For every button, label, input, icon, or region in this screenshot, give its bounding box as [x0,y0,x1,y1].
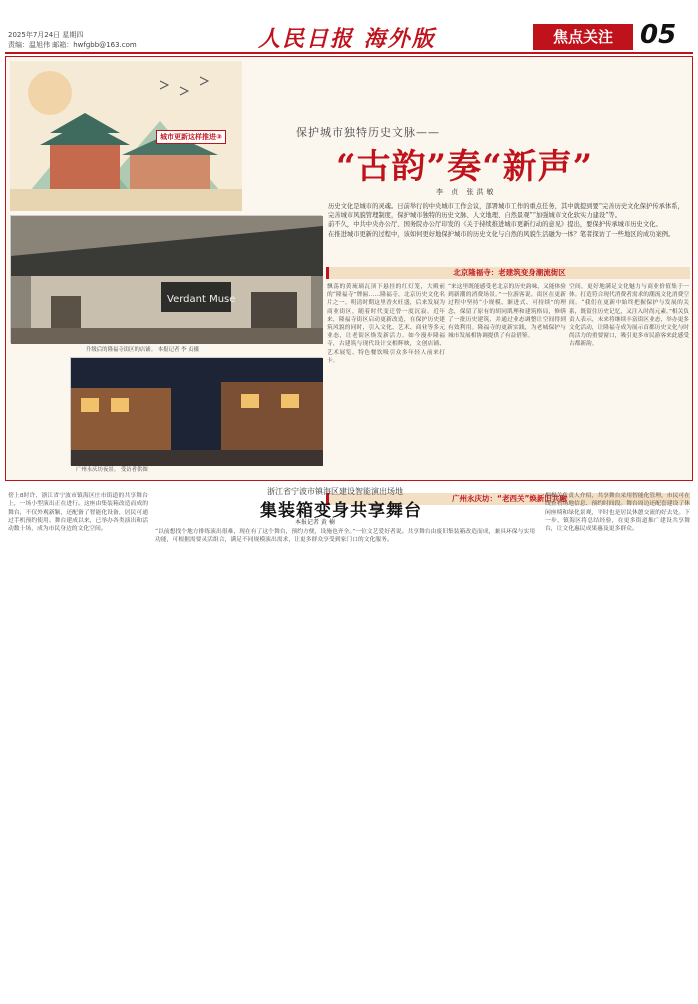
bottom-article [5,484,693,1004]
newspaper-logo: 人民日报 海外版 [258,26,436,52]
photo-yongqingfang-night [70,357,322,465]
night-street-photo-icon [71,358,323,466]
lead-text-2: 前不久，中共中央办公厅、国务院办公厅印发的《关于持续推进城市更新行动的意见》提出，要保护传承城市历史文化。 [328,221,662,229]
photo-longfu-temple [10,215,322,343]
lead-text-1: 历史文化是城市的灵魂。日前举行的中央城市工作会议，部署城市工作的重点任务，其中就提到要“完善历史文化保护传承体系，完善城市风貌管理制度，保护城市独特的历史文脉、人文地理、自然景观”“加强城市文化软实力建设”等。 [328,203,684,220]
page-number: 05 [640,20,677,50]
bottom-right-column: 据相关负责人介绍，共享舞台采用智能化管理，市民可在线查看场地信息、预约时间段。舞台周边还配套建设了休闲座椅和绿化景观，平时也是居民休憩交流的好去处。下一步，镇海区将总结经验，在更多街道推广建设共享舞台，让文化惠民成果惠及更多群众。 [545,493,690,533]
bottom-title: 集装箱变身共享舞台 [260,501,422,521]
masthead [0,0,698,52]
photo-2-caption: 广州永庆坊夜景。 受访者供图 [76,467,148,473]
bottom-middle-column: “以前想找个地方排练演出很难，现在有了这个舞台，预约方便，设施也齐全。”一位文艺爱好者说。共享舞台由废旧集装箱改造而成，兼具环保与实用功能，可根据需要灵活组合，满足不同规模演出需求，让更多群众享受到家门口的文化服务。 [155,529,535,544]
beijing-column-3: 空间，更好地满足文化魅力与商业价值集于一体。打造符合现代消费者需求的潮流文化消费空间。“我们在更新中始终把握保护与发展的关系，既留住历史记忆，又注入时尚元素。”相关负责人表示，未来将继续丰富街区业态，举办更多文化活动，让隆福寺成为展示首都历史文化与时尚活力的重要窗口，吸引更多市民游客来此感受古都新韵。 [569,284,689,348]
lead-paragraph [328,202,688,239]
section-header-guangzhou: 广州永庆坊：“老西关”焕新旧共融 [326,493,690,505]
headline: “古韵”奏“新声” [336,147,594,187]
editor-line: 责编：温旭伟 邮箱：hwfgbb@163.com [8,41,137,49]
bottom-left-column: 傍上8时许，浙江省宁波市镇海区庄市街道的共享舞台上，一场小型演出正在进行。这座由集装箱改造而成的舞台，不仅外观新颖，还配备了智能化设备，居民可通过手机预约使用。舞台建成以来，已举办各类演出和活动数十场，成为市民身边的文化空间。 [8,493,148,533]
section-header-beijing: 北京隆福寺：老建筑变身潮流街区 [326,267,690,279]
beijing-column-2: “来这里既能感受老北京的历史韵味，又能体验到新潮的消费场景。”一位游客说。街区在更新过程中坚持“小规模、渐进式、可持续”的理念，保留了原有的胡同肌理和建筑格局，修缮了一批历史建筑，并通过业态调整让空间得到有效利用。隆福寺的更新实践，为老城保护与城市发展相协调提供了有益借鉴。 [448,284,566,340]
bottom-kicker: 浙江省宁波市镇海区建设智能演出场地 [267,487,403,496]
series-tag: 城市更新这样推进③ [156,130,226,144]
date-line: 2025年7月24日 星期四 [8,31,84,39]
lead-text-3: 在推进城市更新的过程中，该如何更好地保护城市的历史文化与自然的风貌生活融为一体？笔者探访了一些地区的成功案例。 [328,230,675,238]
bottom-byline: 本报记者 黄 楠 [295,519,335,526]
section-title: 焦点关注 [533,24,633,50]
shop-sign: Verdant Muse [167,294,236,305]
photo-1-caption: 升级后的隆福寺街区的店铺。 本报记者 李 贞摄 [86,347,199,353]
street-photo-icon [11,216,323,344]
byline: 李 贞 张洪敏 [436,188,497,196]
subheadline: 保护城市独特历史文脉—— [296,126,440,139]
beijing-column-1: 飘荡的黄琉璃瓦顶下悬挂的红灯笼，大殿前的“隆福寺”牌匾……隆福寺，北京历史文化名片之一。明清时期这里香火旺盛，后来发展为商业街区，随着时代变迁曾一度沉寂。近年来，隆福寺街区启动更新改造，在保护历史建筑风貌的同时，引入文化、艺术、商业等多元业态，让老街区焕发新活力。如今漫步隆福寺，古建筑与现代设计交相辉映，文创店铺、艺术展览、特色餐饮吸引众多年轻人前来打卡。 [327,284,445,364]
header-rule [5,52,693,54]
